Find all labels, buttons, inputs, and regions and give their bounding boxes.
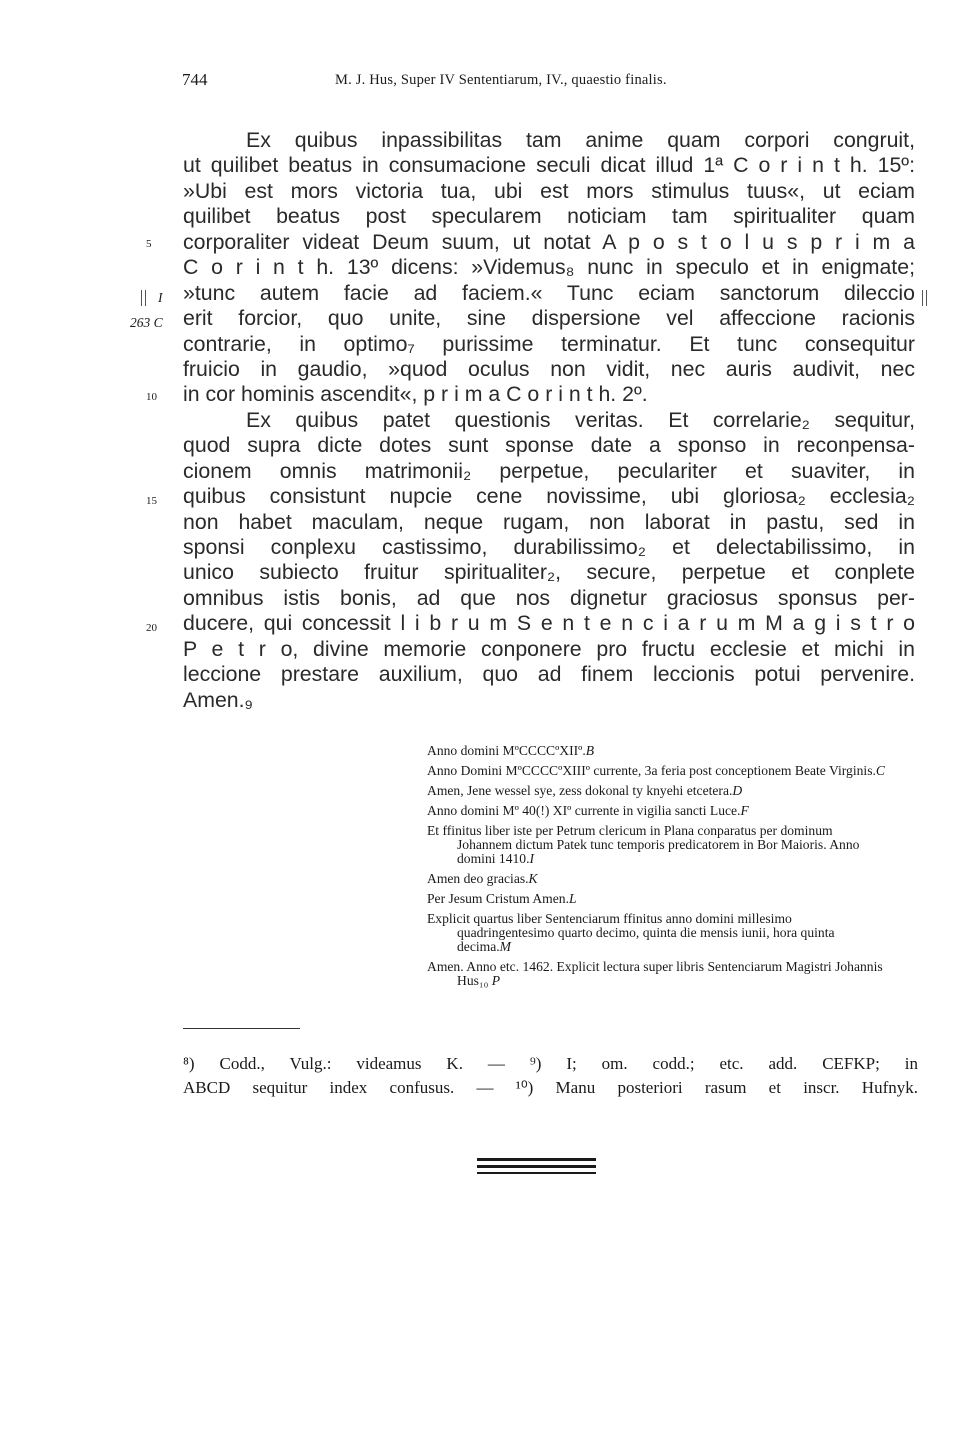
text-line: sponsi conplexu castissimo, durabilissimo₂ et delectabilissimo, in — [183, 535, 915, 559]
end-rule — [477, 1172, 596, 1174]
manuscript-sigil: M — [499, 939, 511, 954]
text-line: ducere, qui concessit l i b r u m S e n t e n c i a r u m M a g i s t r o — [183, 611, 915, 636]
manuscript-sigil: P — [491, 973, 501, 988]
text-line: Amen.₉ — [183, 687, 253, 712]
text-line: »Ubi est mors victoria tua, ubi est mors stimulus tuus«, ut eciam — [183, 178, 915, 203]
footnote-line: ⁸) Codd., Vulg.: videamus K. — ⁹) I; om. codd.; etc. add. CEFKP; in — [183, 1054, 918, 1073]
line-number: 10 — [146, 391, 157, 403]
footnote-rule — [183, 1028, 300, 1029]
colophon-entry: Amen deo gracias.K — [427, 871, 538, 886]
manuscript-sigil: B — [585, 743, 595, 758]
colophon-entry: Amen. Anno etc. 1462. Explicit lectura super libris Sentenciarum Magistri Johannis Hus₁₀ P — [427, 959, 883, 988]
colophon-entry: Et ffinitus liber iste per Petrum clericum in Plana conparatus per dominum Johannem dictum Patek tunc temporis predicatorem in Bor Maioris. Anno domini 1410.I — [427, 823, 860, 866]
text-line: contrarie, in optimo₇ purissime terminatur. Et tunc consequitur — [183, 331, 915, 356]
colophon-list — [427, 744, 887, 994]
manuscript-sigil: D — [732, 783, 743, 798]
folio-mark: 263 C — [130, 315, 163, 330]
manuscript-sigil: C — [875, 763, 885, 778]
page-number: 744 — [182, 70, 208, 89]
folio-divider-mark — [922, 290, 927, 306]
text-line: in cor hominis ascendit«, p r i m a C o r i n t h. 2º. — [183, 382, 648, 407]
text-line: corporaliter videat Deum suum, ut notat A p o s t o l u s p r i m a — [183, 229, 915, 254]
text-line: non habet maculam, neque rugam, non laborat in pastu, sed in — [183, 509, 915, 534]
colophon-entry: Anno domini MºCCCCºXIIº.B — [427, 743, 595, 758]
footnotes — [183, 1052, 918, 1100]
text-line: quod supra dicte dotes sunt sponse date a sponso in reconpensa- — [183, 433, 915, 458]
end-rule — [477, 1165, 596, 1168]
text-line: omnibus istis bonis, ad que nos dignetur graciosus sponsus per- — [183, 585, 915, 610]
text-line: cionem omnis matrimonii₂ perpetue, peculariter et suaviter, in — [183, 458, 915, 483]
text-line: quilibet beatus post specularem noticiam tam spiritualiter quam — [183, 204, 915, 229]
page-header — [182, 70, 922, 100]
manuscript-sigil: I — [529, 851, 535, 866]
line-number: 15 — [146, 495, 157, 507]
main-text — [183, 128, 915, 713]
manuscript-sigil: L — [568, 891, 577, 906]
colophon-entry: Amen, Jene wessel sye, zess dokonal ty knyehi etcetera.D — [427, 783, 743, 798]
line-number: 20 — [146, 622, 157, 634]
text-line: quibus consistunt nupcie cene novissime, ubi gloriosa₂ ecclesia₂ — [183, 484, 915, 509]
text-line: Ex quibus inpassibilitas tam anime quam corpori congruit, — [246, 128, 915, 152]
running-title: M. J. Hus, Super IV Sententiarum, IV., quaestio finalis. — [335, 72, 667, 88]
manuscript-sigil: F — [740, 803, 749, 818]
end-rule — [477, 1158, 596, 1161]
text-line: leccione prestare auxilium, quo ad finem leccionis potui pervenire. — [183, 662, 915, 687]
colophon-entry: Explicit quartus liber Sentenciarum ffinitus anno domini millesimo quadringentesimo quarto decimo, quinta die mensis iunii, hora quinta decima.M — [427, 911, 835, 954]
folio-divider-mark — [141, 290, 146, 306]
text-line: P e t r o, divine memorie conponere pro fructu ecclesie et michi in — [183, 636, 915, 661]
colophon-entry: Anno Domini MºCCCCºXIIIº currente, 3a feria post conceptionem Beate Virginis.C — [427, 763, 885, 778]
text-line: erit forcior, quo unite, sine dispersione vel affeccione racionis — [183, 306, 915, 331]
line-number: 5 — [146, 238, 152, 250]
text-line: C o r i n t h. 13º dicens: »Videmus₈ nunc in speculo et in enigmate; — [183, 255, 915, 280]
text-line: »tunc autem facie ad faciem.« Tunc eciam sanctorum dileccio — [183, 280, 915, 305]
folio-mark: I — [158, 290, 163, 305]
text-line: fruicio in gaudio, »quod oculus non vidit, nec auris audivit, nec — [183, 356, 915, 381]
text-line: Ex quibus patet questionis veritas. Et correlarie₂ sequitur, — [246, 407, 915, 432]
footnote-line: ABCD sequitur index confusus. — ¹⁰) Manu posteriori rasum et inscr. Hufnyk. — [183, 1078, 918, 1097]
text-line: ut quilibet beatus in consumacione seculi dicat illud 1ª C o r i n t h. 15º: — [183, 153, 915, 178]
colophon-entry: Per Jesum Cristum Amen.L — [427, 891, 577, 906]
text-line: unico subiecto fruitur spiritualiter₂, secure, perpetue et conplete — [183, 560, 915, 585]
manuscript-sigil: K — [528, 871, 538, 886]
colophon-entry: Anno domini Mº 40(!) XIº currente in vigilia sancti Luce.F — [427, 803, 749, 818]
